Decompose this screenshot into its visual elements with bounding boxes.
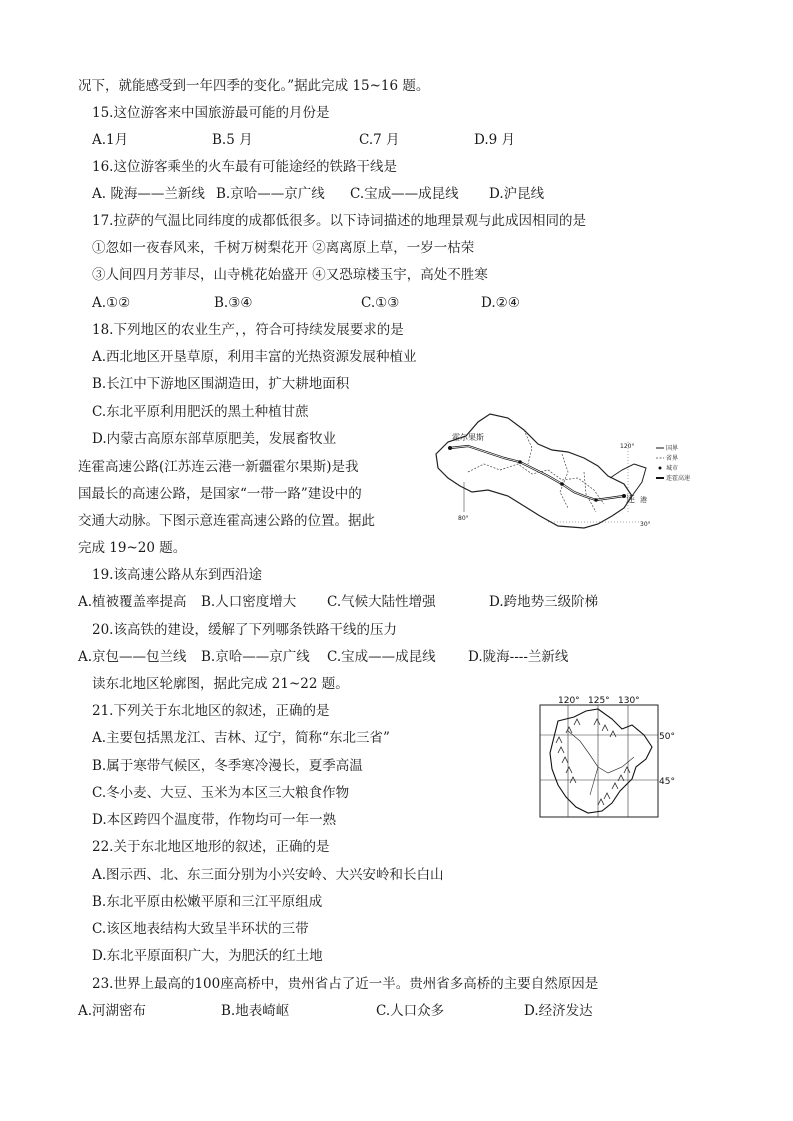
q23-option-a[interactable]: A.河湖密布: [78, 1003, 147, 1019]
q22-option-d[interactable]: D.东北平原面积广大，为肥沃的红土地: [92, 948, 323, 964]
q19-stem: 19.该高速公路从东到西沿途: [92, 567, 262, 583]
legend-city-symbol: [659, 467, 662, 470]
q20-option-d[interactable]: D.陇海----兰新线: [468, 649, 569, 665]
q18-option-b[interactable]: B.长江中下游地区围湖造田，扩大耕地面积: [92, 376, 350, 392]
q23-option-b[interactable]: B.地表崎岖: [221, 1003, 290, 1019]
q17-option-c[interactable]: C.①③: [361, 295, 400, 311]
map2-lon-130: 130°: [618, 696, 640, 706]
q19-option-d[interactable]: D.跨地势三级阶梯: [489, 594, 599, 610]
q17-option-b[interactable]: B.③④: [214, 295, 253, 311]
q22-option-a[interactable]: A.图示西、北、东三面分别为小兴安岭、大兴安岭和长白山: [92, 867, 444, 883]
q20-option-c[interactable]: C.宝成——成昆线: [327, 649, 436, 665]
q15-option-c[interactable]: C.7 月: [359, 132, 400, 148]
city-dot: [560, 482, 564, 486]
passage-line-4: 完成 19~20 题。: [78, 540, 187, 556]
q20-option-a[interactable]: A.京包——包兰线: [78, 649, 187, 665]
northeast-china-map: [528, 695, 678, 820]
passage-line-3: 交通大动脉。下图示意连霍高速公路的位置。据此: [78, 513, 375, 529]
q16-option-b[interactable]: B.京哈——京广线: [216, 186, 325, 202]
lianhuo-expressway-map: [428, 412, 691, 530]
q18-option-d[interactable]: D.内蒙古高原东部草原肥美，发展畜牧业: [92, 431, 337, 447]
map1-lon-label-2: 80°: [458, 515, 469, 522]
q16-option-d[interactable]: D.沪昆线: [489, 186, 545, 202]
q15-option-a[interactable]: A.1月: [92, 132, 129, 148]
q17-poem-line-2: ③人间四月芳菲尽，山寺桃花始盛开 ④又恐琼楼玉宇，高处不胜寒: [92, 267, 488, 283]
q18-option-c[interactable]: C.东北平原利用肥沃的黑土种植甘蔗: [92, 404, 309, 420]
passage-line-1: 连霍高速公路(江苏连云港一新疆霍尔果斯)是我: [78, 459, 359, 475]
q22-option-b[interactable]: B.东北平原由松嫩平原和三江平原组成: [92, 894, 323, 910]
map1-label-gang: 港: [640, 496, 647, 504]
intro-21-22: 读东北地区轮廓图，据此完成 21~22 题。: [92, 676, 349, 692]
q21-option-b[interactable]: B.属于寒带气候区，冬季寒冷漫长，夏季高温: [92, 758, 363, 774]
q16-option-c[interactable]: C.宝成——成昆线: [350, 186, 459, 202]
q18-stem: 18.下列地区的农业生产，，符合可持续发展要求的是: [92, 322, 404, 338]
legend-item-2: 省界: [666, 455, 679, 462]
q22-stem: 22.关于东北地区地形的叙述，正确的是: [92, 839, 330, 855]
q20-option-b[interactable]: B.京哈——京广线: [201, 649, 310, 665]
q21-option-c[interactable]: C.冬小麦、大豆、玉米为本区三大粮食作物: [92, 785, 350, 801]
q21-stem: 21.下列关于东北地区的叙述，正确的是: [92, 703, 330, 719]
map1-label-lian: 连: [626, 495, 636, 505]
map1-lon-label: 120°: [620, 443, 635, 450]
q15-option-d[interactable]: D.9 月: [474, 132, 516, 148]
q20-stem: 20.该高铁的建设，缓解了下列哪条铁路干线的压力: [92, 622, 397, 638]
q16-stem: 16.这位游客乘坐的火车最有可能途经的铁路干线是: [92, 159, 397, 175]
intro-tail: 况下，就能感受到一年四季的变化。”据此完成 15~16 题。: [78, 78, 430, 94]
legend-item-1: 国界: [666, 445, 679, 452]
q19-option-c[interactable]: C.气候大陆性增强: [327, 594, 436, 610]
map2-lat-45: 45°: [659, 777, 675, 787]
q18-option-a[interactable]: A.西北地区开垦草原，利用丰富的光热资源发展种植业: [92, 349, 417, 365]
passage-line-2: 国最长的高速公路，是国家“一带一路”建设中的: [78, 486, 362, 502]
q17-option-d[interactable]: D.②④: [481, 295, 520, 311]
map2-lon-120: 120°: [558, 696, 580, 706]
q22-option-c[interactable]: C.该区地表结构大致呈半环状的三带: [92, 921, 309, 937]
map1-lat-label: 30°: [640, 521, 651, 528]
q15-stem: 15.这位游客来中国旅游最可能的月份是: [92, 105, 330, 121]
q23-stem: 23.世界上最高的100座高桥中，贵州省占了近一半。贵州省多高桥的主要自然原因是: [92, 976, 599, 992]
map1-label-khorgas: 霍尔果斯: [452, 433, 484, 442]
q21-option-d[interactable]: D.本区跨四个温度带，作物均可一年一熟: [92, 812, 337, 828]
q23-option-d[interactable]: D.经济发达: [524, 1003, 593, 1019]
q16-option-a[interactable]: A. 陇海——兰新线: [92, 186, 205, 202]
q23-option-c[interactable]: C.人口众多: [376, 1003, 445, 1019]
city-dot: [518, 460, 522, 464]
legend-item-3: 城市: [666, 465, 679, 472]
map2-lon-125: 125°: [588, 696, 610, 706]
map2-lat-50: 50°: [659, 732, 675, 742]
q17-poem-line-1: ①忽如一夜春风来，千树万树梨花开 ②离离原上草，一岁一枯荣: [92, 240, 475, 256]
q19-option-a[interactable]: A.植被覆盖率提高: [78, 594, 187, 610]
legend-item-4: 连霍高速: [666, 475, 691, 482]
q15-option-b[interactable]: B.5 月: [212, 132, 253, 148]
city-dot: [594, 498, 598, 502]
q17-option-a[interactable]: A.①②: [92, 295, 131, 311]
q21-option-a[interactable]: A.主要包括黑龙江、吉林、辽宁，简称“东北三省”: [92, 730, 390, 746]
q17-stem: 17.拉萨的气温比同纬度的成都低很多。以下诗词描述的地理景观与此成因相同的是: [92, 213, 586, 229]
q19-option-b[interactable]: B.人口密度增大: [201, 594, 297, 610]
city-dot: [448, 446, 452, 450]
